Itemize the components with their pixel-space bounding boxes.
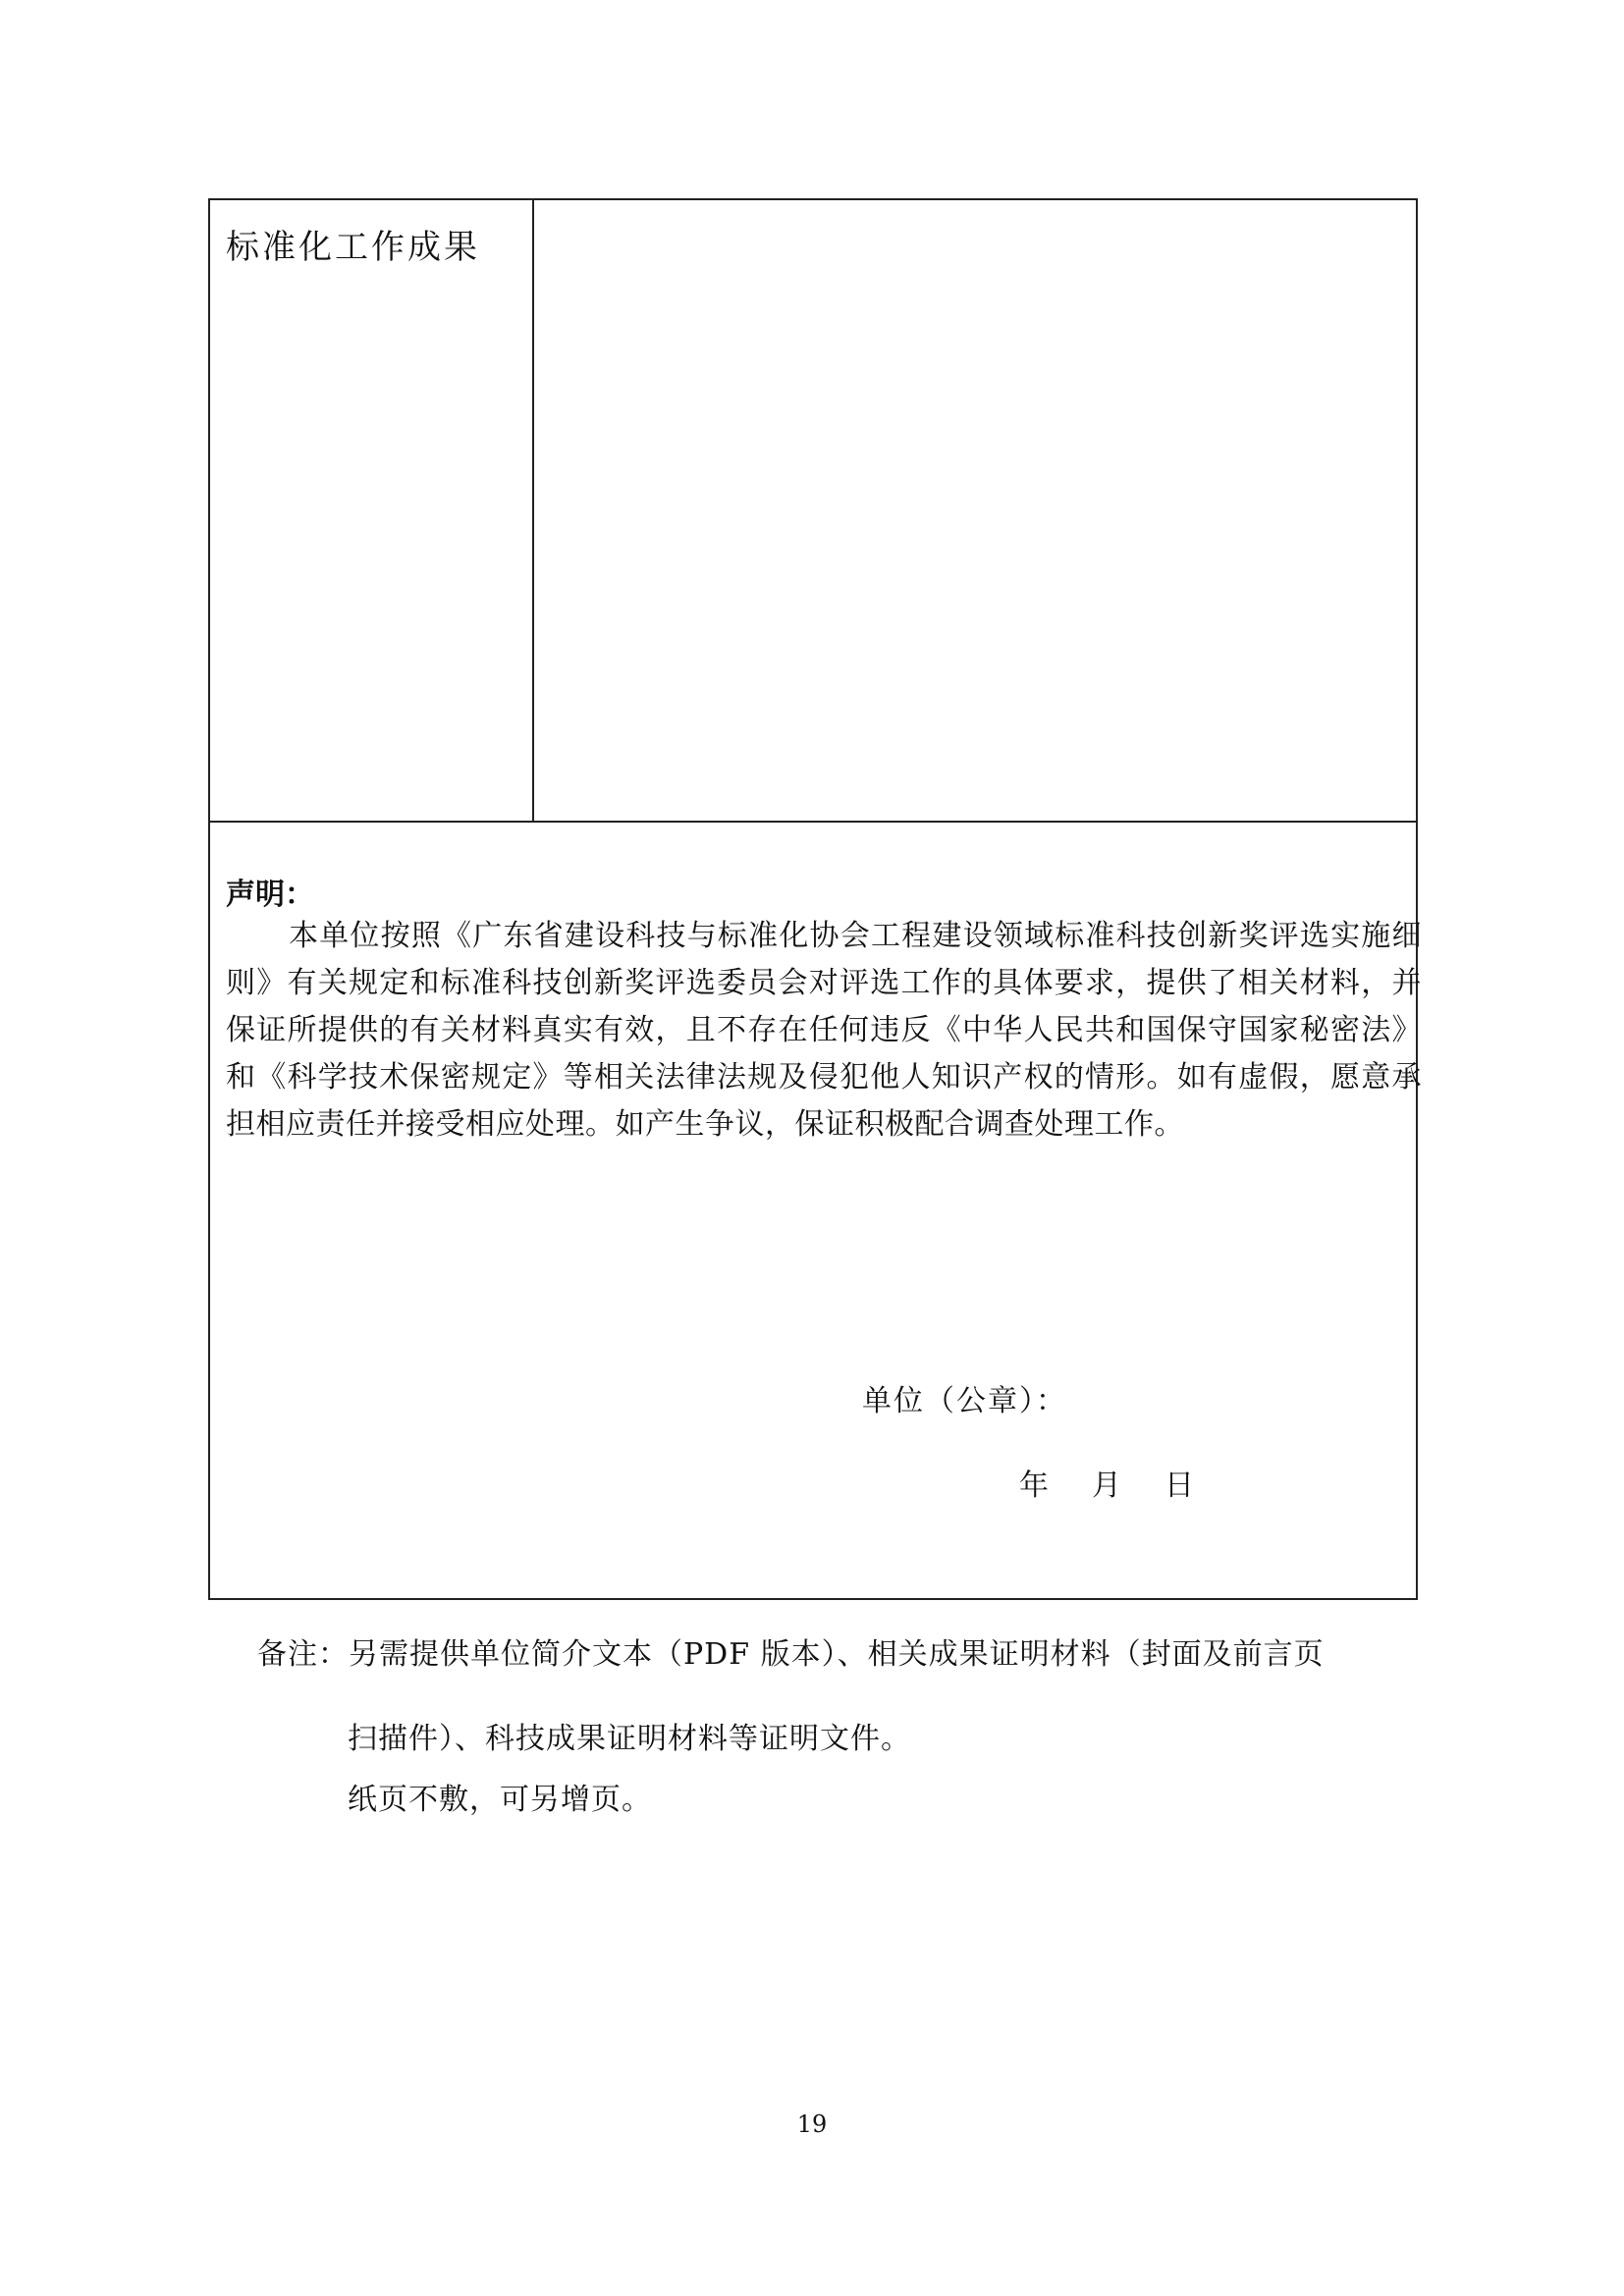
note-line-3: 纸页不敷，可另增页。 (348, 1783, 652, 1817)
results-content-field[interactable] (534, 200, 1416, 821)
declaration-section (210, 823, 1422, 1598)
date-month-label: 月 (1092, 1468, 1121, 1503)
date-year-label: 年 (1019, 1468, 1049, 1503)
results-label: 标准化工作成果 (226, 228, 480, 267)
results-label-cell (210, 200, 534, 821)
note-line-2: 扫描件）、科技成果证明材料等证明文件。 (348, 1722, 911, 1756)
date-day-label: 日 (1164, 1468, 1194, 1503)
unit-seal-label: 单位（公章）： (862, 1384, 1067, 1418)
application-form-table (208, 198, 1422, 1600)
date-line (1019, 1461, 1194, 1504)
note-line-1: 备注：另需提供单位简介文本（PDF 版本）、相关成果证明材料（封面及前言页 (257, 1637, 1325, 1672)
standardization-results-row (210, 200, 1416, 823)
declaration-title: 声明： (226, 878, 314, 912)
page-number: 19 (796, 2110, 828, 2138)
declaration-body: 本单位按照《广东省建设科技与标准化协会工程建设领域标准科技创新奖评选实施细则》有关规定和标准科技创新奖评选委员会对评选工作的具体要求，提供了相关材料，并保证所提供的有关材料真实有效，且不存在任何违反《中华人民共和国保守国家秘密法》和《科学技术保密规定》等相关法律法规及侵犯他人知识产权的情形。如有虚假，愿意承担相应责任并接受相应处理。如产生争议，保证积极配合调查处理工作。 (226, 919, 1422, 1142)
